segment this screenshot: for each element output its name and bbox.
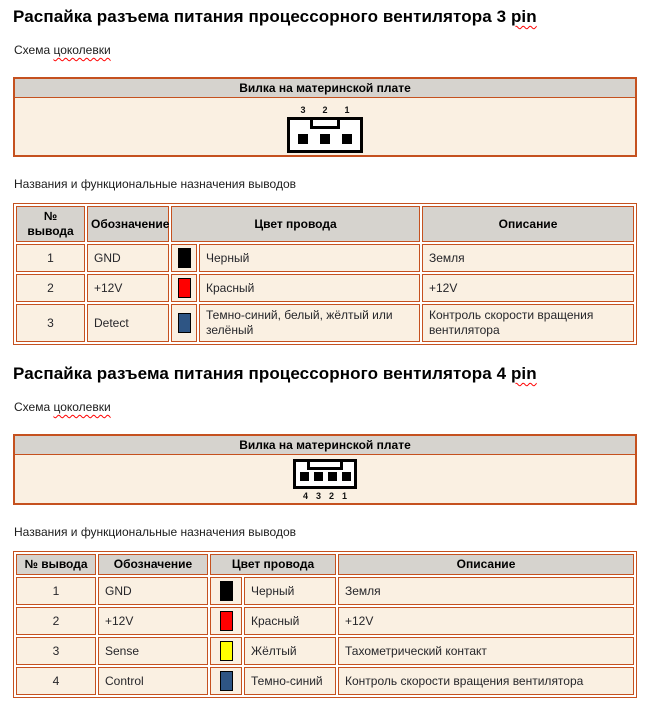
wire-color-cell bbox=[171, 244, 197, 272]
connector-pin bbox=[300, 472, 309, 481]
pin-description: Контроль скорости вращения вентилятора bbox=[338, 667, 634, 695]
pin-designation: Sense bbox=[98, 637, 208, 665]
color-swatch bbox=[178, 278, 191, 298]
pin-label: 3 bbox=[300, 105, 306, 115]
pins-caption: Названия и функциональные назначения выводов bbox=[14, 177, 296, 191]
pin-labels bbox=[292, 106, 358, 115]
plug-table-3pin bbox=[13, 77, 637, 157]
connector-notch bbox=[310, 120, 340, 129]
wire-color-name: Красный bbox=[199, 274, 420, 302]
connector-pin bbox=[320, 134, 330, 144]
wire-color-cell bbox=[210, 637, 242, 665]
connector-pin bbox=[298, 134, 308, 144]
col-header-description: Описание bbox=[422, 206, 634, 242]
section-title-3pin bbox=[13, 6, 637, 27]
title-text: Распайка разъема питания процессорного вентилятора 4 bbox=[13, 364, 511, 383]
table-header-row bbox=[16, 206, 634, 242]
connector-diagram-3pin bbox=[287, 106, 363, 153]
section-title-4pin bbox=[13, 363, 637, 384]
pin-labels bbox=[299, 492, 351, 501]
color-swatch bbox=[220, 641, 233, 661]
misspelled-word-pinout: цоколевки bbox=[53, 400, 111, 414]
wire-color-cell bbox=[171, 304, 197, 342]
pinout-table-4pin bbox=[13, 551, 637, 698]
table-header-row bbox=[16, 554, 634, 575]
pin-label: 3 bbox=[315, 491, 321, 501]
pin-label: 1 bbox=[344, 105, 350, 115]
pin-label: 2 bbox=[322, 105, 328, 115]
color-swatch bbox=[220, 581, 233, 601]
table-row bbox=[16, 577, 634, 605]
wire-color-name: Темно-синий bbox=[244, 667, 336, 695]
pin-label: 1 bbox=[341, 491, 347, 501]
connector-pins bbox=[300, 472, 351, 481]
pin-number: 2 bbox=[16, 607, 96, 635]
pin-number: 3 bbox=[16, 304, 85, 342]
table-row bbox=[16, 667, 634, 695]
wire-color-cell bbox=[210, 607, 242, 635]
col-header-color: Цвет провода bbox=[171, 206, 420, 242]
col-header-designation: Обозначение bbox=[87, 206, 169, 242]
col-header-num: № вывода bbox=[16, 206, 85, 242]
plug-table-4pin bbox=[13, 434, 637, 505]
scheme-caption bbox=[14, 400, 637, 414]
pin-number: 2 bbox=[16, 274, 85, 302]
connector-pin bbox=[342, 472, 351, 481]
pin-number: 4 bbox=[16, 667, 96, 695]
pin-number: 1 bbox=[16, 577, 96, 605]
pin-label: 4 bbox=[302, 491, 308, 501]
pin-designation: GND bbox=[98, 577, 208, 605]
color-swatch bbox=[178, 248, 191, 268]
misspelled-word-pin: pin bbox=[510, 7, 537, 26]
table-row bbox=[16, 304, 634, 342]
pin-number: 3 bbox=[16, 637, 96, 665]
pin-label: 2 bbox=[328, 491, 334, 501]
connector-pin bbox=[314, 472, 323, 481]
table-row bbox=[16, 607, 634, 635]
pin-description: Контроль скорости вращения вентилятора bbox=[422, 304, 634, 342]
plug-diagram-cell bbox=[14, 98, 636, 157]
table-row bbox=[16, 637, 634, 665]
connector-pin bbox=[342, 134, 352, 144]
pin-description: Тахометрический контакт bbox=[338, 637, 634, 665]
col-header-description: Описание bbox=[338, 554, 634, 575]
title-text: Распайка разъема питания процессорного вентилятора 3 bbox=[13, 7, 511, 26]
pin-designation: +12V bbox=[98, 607, 208, 635]
misspelled-word-pinout: цоколевки bbox=[53, 43, 111, 57]
wire-color-cell bbox=[210, 577, 242, 605]
pins-caption: Названия и функциональные назначения выводов bbox=[14, 525, 296, 539]
pinout-table-3pin bbox=[13, 203, 637, 345]
table-row bbox=[16, 274, 634, 302]
wire-color-cell bbox=[171, 274, 197, 302]
col-header-num: № вывода bbox=[16, 554, 96, 575]
pin-description: Земля bbox=[422, 244, 634, 272]
pin-designation: Control bbox=[98, 667, 208, 695]
plug-diagram-cell bbox=[14, 455, 636, 505]
connector-pin bbox=[328, 472, 337, 481]
pin-description: +12V bbox=[422, 274, 634, 302]
plug-table-header: Вилка на материнской плате bbox=[14, 435, 636, 455]
plug-table-header: Вилка на материнской плате bbox=[14, 78, 636, 98]
pin-number: 1 bbox=[16, 244, 85, 272]
pin-designation: Detect bbox=[87, 304, 169, 342]
connector-diagram-4pin bbox=[293, 459, 357, 501]
pin-designation: +12V bbox=[87, 274, 169, 302]
pin-description: +12V bbox=[338, 607, 634, 635]
col-header-designation: Обозначение bbox=[98, 554, 208, 575]
scheme-text: Схема bbox=[14, 400, 54, 414]
col-header-color: Цвет провода bbox=[210, 554, 336, 575]
connector-body bbox=[293, 459, 357, 489]
wire-color-name: Темно-синий, белый, жёлтый или зелёный bbox=[199, 304, 420, 342]
table-row bbox=[16, 244, 634, 272]
pin-description: Земля bbox=[338, 577, 634, 605]
wire-color-name: Черный bbox=[199, 244, 420, 272]
connector-pins bbox=[298, 134, 352, 144]
wire-color-name: Красный bbox=[244, 607, 336, 635]
wire-color-name: Жёлтый bbox=[244, 637, 336, 665]
wire-color-name: Черный bbox=[244, 577, 336, 605]
connector-notch bbox=[307, 462, 343, 470]
pin-designation: GND bbox=[87, 244, 169, 272]
color-swatch bbox=[220, 611, 233, 631]
color-swatch bbox=[178, 313, 191, 333]
scheme-caption bbox=[14, 43, 637, 57]
connector-body bbox=[287, 117, 363, 153]
scheme-text: Схема bbox=[14, 43, 54, 57]
misspelled-word-pin: pin bbox=[510, 364, 537, 383]
wire-color-cell bbox=[210, 667, 242, 695]
color-swatch bbox=[220, 671, 233, 691]
